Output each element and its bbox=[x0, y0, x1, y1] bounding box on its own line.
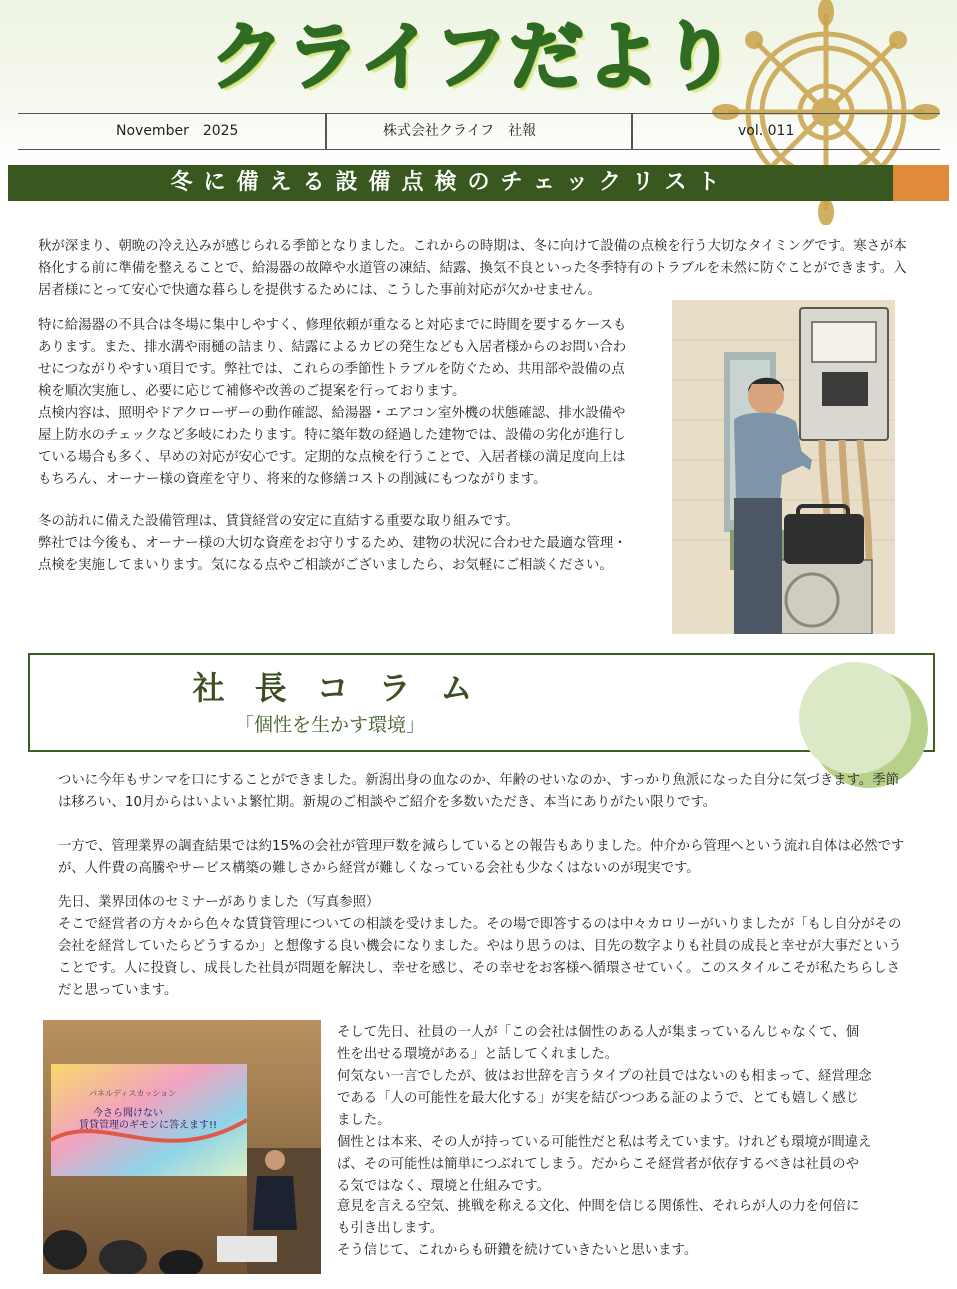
slide-label: パネルディスカッション bbox=[89, 1089, 177, 1098]
seminar-photo bbox=[43, 1020, 321, 1274]
section-title: 冬に備える設備点検のチェックリスト bbox=[170, 170, 731, 195]
column-paragraph: そう信じて、これからも研鑽を続けていきたいと思います。 bbox=[337, 1243, 698, 1258]
slide-title-line1: 今さら聞けない bbox=[93, 1108, 163, 1119]
decorative-circle bbox=[799, 662, 911, 774]
issue-info-bar bbox=[18, 113, 940, 150]
technician-illustration bbox=[672, 300, 895, 634]
column-title: 社長コラム bbox=[192, 669, 503, 707]
body-paragraph: 特に給湯器の不具合は冬場に集中しやすく、修理依頼が重なると対応までに時間を要するケースもあります。また、排水溝や雨樋の詰まり、結露によるカビの発生なども入居者様からのお問い合わせにつながりやすい項目です。弊社では、これらの季節性トラブルを防ぐため、共用部や設備の点検を順次実施し、必要に応じて補修や改善のご提案を行っております。 bbox=[38, 318, 627, 399]
body-paragraph: 冬の訪れに備えた設備管理は、賃貸経営の安定に直結する重要な取り組みです。 bbox=[38, 514, 519, 529]
divider bbox=[631, 114, 633, 149]
accent-block bbox=[893, 165, 949, 201]
body-paragraph: 点検内容は、照明やドアクローザーの動作確認、給湯器・エアコン室外機の状態確認、排水設備や屋上防水のチェックなど多岐にわたります。特に築年数の経過した建物では、設備の劣化が進行している場合も多く、早めの対応が安心です。定期的な点検を行うことで、入居者様の満足度向上はもちろん、オーナー様の資産を守り、将来的な修繕コストの削減にもつながります。 bbox=[38, 406, 626, 487]
column-paragraph: そこで経営者の方々から色々な賃貸管理についての相談を受けました。その場で即答するのは中々カロリーがいりましたが「もし自分がその会社を経営していたらどうするか」と想像する良い機会になりました。やはり思うのは、目先の数字よりも社員の成長と幸せが大事だということです。人に投資し、成長した社員が問題を解決し、幸せを感じ、その幸せをお客様へ循環させていく。このスタイルこそが私たちらしさだと思っています。 bbox=[58, 917, 902, 998]
body-paragraph: 弊社では今後も、オーナー様の大切な資産をお守りするため、建物の状況に合わせた最適な管理・点検を実施してまいります。気になる点やご相談がございましたら、お気軽にご相談ください。 bbox=[38, 536, 627, 573]
volume-number: vol. 011 bbox=[738, 123, 795, 139]
column-header-box bbox=[28, 653, 935, 752]
column-paragraph: 意見を言える空気、挑戦を称える文化、仲間を信じる関係性、それらが人の力を何倍にも引き出します。 bbox=[337, 1199, 860, 1236]
column-paragraph: 何気ない一言でしたが、彼はお世辞を言うタイプの社員ではないのも相まって、経営理念である「人の可能性を最大化する」が実を結びつつある証のようで、とても嬉しく感じました。 bbox=[337, 1069, 872, 1128]
column-paragraph: 一方で、管理業界の調査結果では約15%の会社が管理戸数を減らしているとの報告もありました。仲介から管理へという流れ自体は必然ですが、人件費の高騰やサービス構築の難しさから経営が難しくなっている会社も少なくはないのが現実です。 bbox=[58, 839, 905, 876]
slide-title-line2: 賃貸管理のギモンに答えます!! bbox=[79, 1120, 218, 1131]
divider bbox=[325, 114, 327, 149]
column-subtitle: 「個性を生かす環境」 bbox=[234, 714, 425, 736]
column-paragraph: そして先日、社員の一人が「この会社は個性のある人が集まっているんじゃなくて、個性を出せる環境がある」と話してくれました。 bbox=[337, 1025, 859, 1062]
section-title-bar bbox=[8, 165, 893, 201]
company-name: 株式会社クライフ 社報 bbox=[383, 123, 537, 139]
intro-paragraph: 秋が深まり、朝晩の冷え込みが感じられる季節となりました。これからの時期は、冬に向けて設備の点検を行う大切なタイミングです。寒さが本格化する前に準備を整えることで、給湯器の故障や水道管の凍結、結露、換気不良といった冬季特有のトラブルを未然に防ぐことができます。入居者様にとって安心で快適な暮らしを提供するためには、こうした事前対応が欠かせません。 bbox=[38, 239, 907, 298]
column-paragraph: 個性とは本来、その人が持っている可能性だと私は考えています。けれども環境が間違えば、その可能性は簡単につぶれてしまう。だからこそ経営者が依存するべきは社員のやる気ではなく、環境と仕組みです。 bbox=[337, 1135, 872, 1194]
issue-date: November 2025 bbox=[116, 123, 239, 139]
column-paragraph: ついに今年もサンマを口にすることができました。新潟出身の血なのか、年齢のせいなのか、すっかり魚派になった自分に気づきます。季節は移ろい、10月からはいよいよ繁忙期。新規のご相談やご紹介を多数いただき、本当にありがたい限りです。 bbox=[58, 773, 900, 810]
masthead-title: クライフだより bbox=[210, 14, 738, 100]
column-paragraph: 先日、業界団体のセミナーがありました（写真参照） bbox=[58, 895, 380, 910]
